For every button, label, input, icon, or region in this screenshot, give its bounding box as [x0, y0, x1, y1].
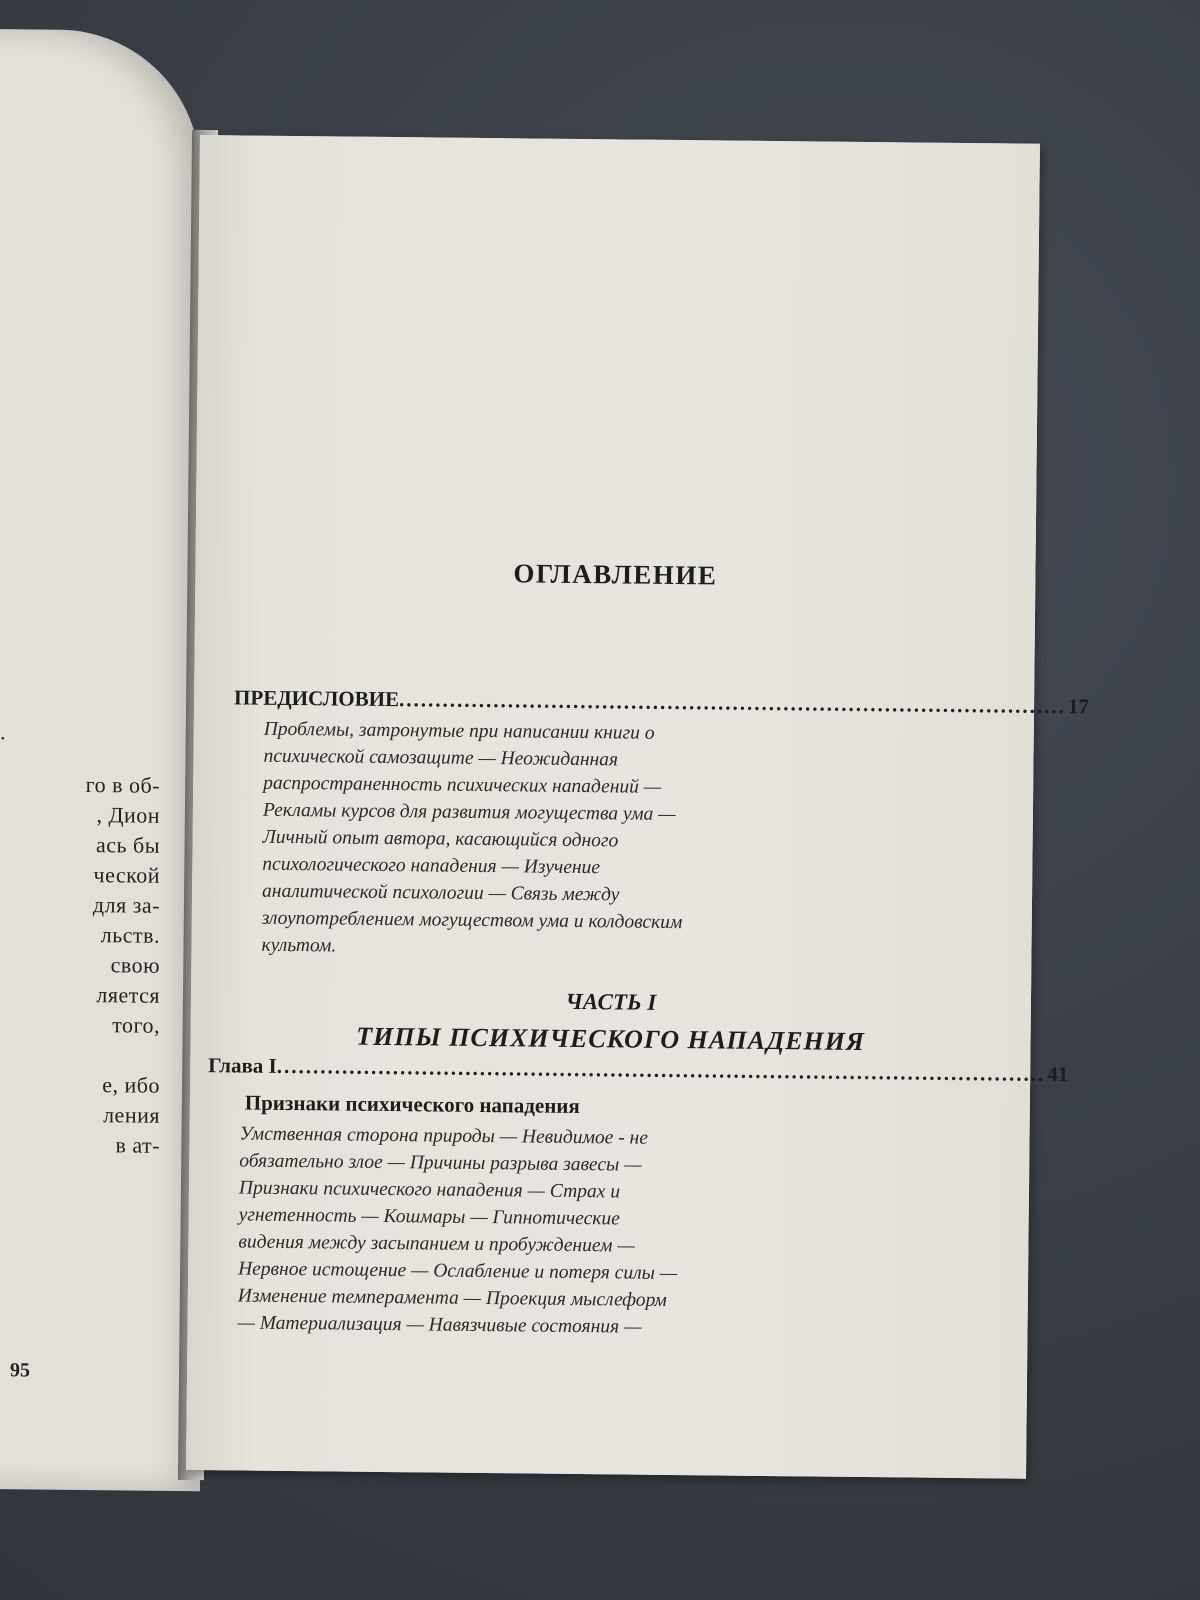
- preface-description: [261, 716, 684, 963]
- left-page-line: в ат-: [115, 1132, 160, 1158]
- left-page: [0, 29, 200, 1491]
- description-line: Изменение темперамента — Проекция мыслеформ: [237, 1285, 667, 1311]
- right-page: [186, 135, 1090, 1479]
- description-line: Личный опыт автора, касающийся одного: [262, 826, 619, 852]
- left-page-line: го в об-: [85, 772, 160, 798]
- leader-dots: ............................................................................................: [398, 687, 1067, 719]
- left-page-text: [86, 770, 160, 1161]
- description-line: злоупотреблением могуществом ума и колдовским: [261, 907, 683, 934]
- description-line: аналитической психологии — Связь между: [261, 880, 620, 906]
- part-label: ЧАСТЬ I: [565, 988, 657, 1015]
- preface-page-number: 17: [1067, 694, 1090, 719]
- description-line: угнетенность — Кошмары — Гипнотические: [238, 1204, 620, 1230]
- left-page-line: свою: [110, 952, 160, 978]
- left-page-line: ляется: [96, 982, 160, 1008]
- chapter-page-number: 41: [1047, 1061, 1069, 1087]
- left-page-stray-mark: .: [0, 719, 6, 745]
- left-page-line: [86, 1040, 160, 1071]
- description-line: психологического нападения — Изучение: [262, 853, 601, 879]
- description-line: Признаки психического нападения — Страх и: [238, 1177, 621, 1203]
- description-line: Умственная сторона природы — Невидимое - не: [239, 1123, 649, 1149]
- description-line: Проблемы, затронутые при написании книги о: [263, 718, 655, 744]
- left-page-number: 95: [10, 1359, 30, 1382]
- left-page-line: ась бы: [95, 832, 160, 858]
- description-line: распространенность психических нападений —: [263, 772, 662, 798]
- chapter-title: Признаки психического нападения: [244, 1090, 580, 1119]
- description-line: Нервное истощение — Ослабление и потеря силы —: [238, 1258, 678, 1285]
- description-line: обязательно злое — Причины разрыва завесы —: [239, 1150, 642, 1176]
- toc-title: ОГЛАВЛЕНИЕ: [513, 558, 718, 591]
- left-page-line: льств.: [100, 922, 160, 948]
- description-line: — Материализация — Навязчивые состояния —: [237, 1312, 642, 1338]
- description-line: Рекламы курсов для развития могущества ума —: [262, 799, 676, 826]
- left-page-line: ления: [103, 1102, 160, 1128]
- part-title: ТИПЫ ПСИХИЧЕСКОГО НАПАДЕНИЯ: [356, 1021, 866, 1057]
- left-page-line: , Дион: [96, 802, 160, 828]
- description-line: культом.: [261, 934, 337, 957]
- description-line: видения между засыпанием и пробуждением —: [238, 1231, 635, 1257]
- toc-entry-chapter-1: [208, 1053, 1069, 1087]
- left-page-line: того,: [112, 1012, 160, 1038]
- description-line: психической самозащите — Неожиданная: [263, 745, 619, 771]
- chapter-description: [237, 1120, 678, 1341]
- toc-entry-preface: [233, 685, 1090, 719]
- left-page-line: для за-: [92, 892, 160, 918]
- chapter-heading: Глава I: [208, 1053, 277, 1078]
- left-page-line: е, ибо: [102, 1072, 160, 1098]
- left-page-line: ческой: [93, 862, 160, 888]
- preface-heading: ПРЕДИСЛОВИЕ: [233, 685, 400, 712]
- leader-dots: ..........................................................................................................: [276, 1053, 1046, 1086]
